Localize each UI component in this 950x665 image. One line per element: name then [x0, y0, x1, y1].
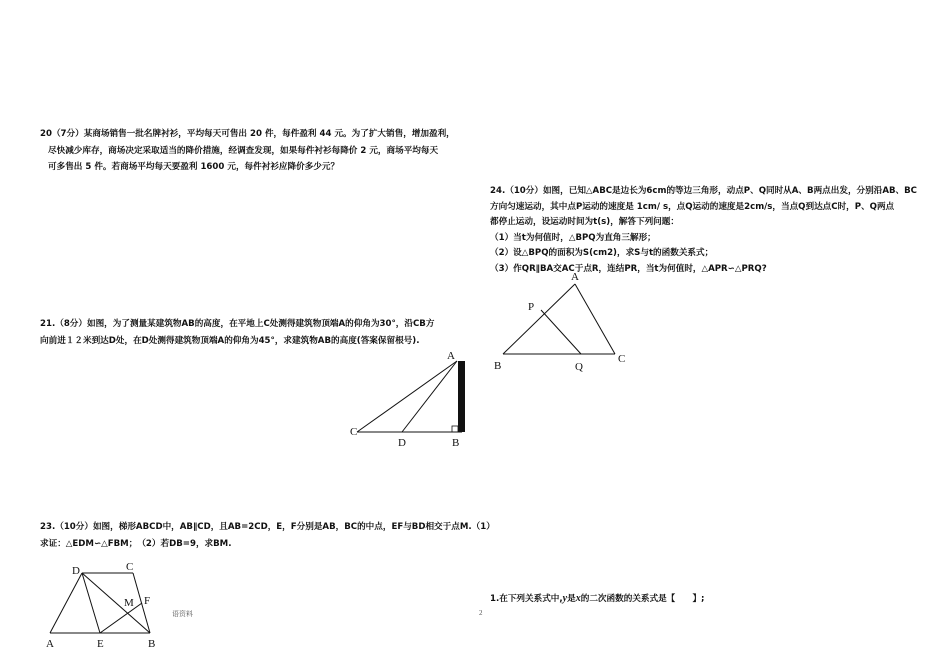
segment-db: [82, 573, 150, 633]
problem-24-line-5: （2）设△BPQ的面积为S(cm2)，求S与t的函数关系式；: [490, 248, 714, 258]
figure-23-trapezoid: [40, 558, 170, 658]
label-b: B: [452, 437, 460, 449]
segment-ad: [50, 573, 82, 633]
problem-20-line-3: 可多售出 5 件。若商场平均每天要盈利 1600 元，每件衬衫应降价多少元？: [48, 162, 340, 172]
problem-24-line-3: 都停止运动，设运动时间为t(s)，解答下列问题：: [490, 217, 679, 227]
label-e: E: [97, 638, 104, 650]
sightline-da: [402, 361, 457, 432]
question-1-suffix: 的二次函数的关系式是【 】;: [580, 594, 705, 604]
label-b: B: [148, 638, 156, 650]
segment-ac: [575, 284, 615, 354]
label-c: C: [126, 561, 134, 573]
problem-24-line-4: （1）当t为何值时，△BPQ为直角三解形；: [490, 232, 656, 243]
label-m: M: [124, 597, 134, 609]
problem-20-line-1: 20（7分）某商场销售一批名牌衬衫，平均每天可售出 20 件，每件盈利 44 元。为了扩大销售，增加盈利，: [40, 129, 455, 139]
label-b: B: [494, 360, 502, 372]
segment-de: [82, 573, 100, 633]
label-c: C: [618, 353, 626, 365]
problem-24-line-1: 24.（10分）如图，已知△ABC是边长为6cm的等边三角形，动点P、Q同时从A、B两点出发，分别沿AB、BC: [490, 186, 917, 196]
label-f: F: [144, 595, 151, 607]
label-p: P: [528, 301, 535, 313]
question-1: [490, 592, 704, 604]
segment-ab: [503, 284, 575, 354]
problem-23: [40, 519, 495, 552]
problem-24: [490, 184, 917, 277]
label-a: A: [447, 350, 455, 362]
label-a: A: [571, 271, 579, 283]
building-ab: [458, 361, 465, 432]
problem-20: [40, 126, 455, 176]
footer-source: 语资料: [172, 610, 193, 618]
problem-21-line-1: 21.（8分）如图，为了测量某建筑物AB的高度，在平地上C处测得建筑物顶端A的仰角为30°，沿CB方: [40, 319, 435, 329]
label-a: A: [46, 638, 54, 650]
page-number: 2: [479, 609, 483, 617]
figure-21-building: [340, 344, 480, 449]
figure-24-triangle: [480, 268, 640, 378]
label-d: D: [72, 565, 80, 577]
problem-24-line-6: （3）作QR∥BA交AC于点R，连结PR，当t为何值时，△APR∽△PRQ?: [490, 263, 767, 274]
problem-21-line-2: 向前进１２米到达D处，在D处测得建筑物顶端A的仰角为45°，求建筑物AB的高度(答案保留根号).: [40, 335, 420, 346]
question-1-prefix: 1.在下列关系式中,: [490, 594, 563, 604]
problem-20-line-2: 尽快减少库存，商场决定采取适当的降价措施，经调查发现，如果每件衬衫每降价 2 元，商场平均每天: [48, 145, 439, 156]
problem-23-line-2: 求证：△EDM∽△FBM； （2）若DB=9，求BM.: [40, 538, 232, 549]
right-angle-mark: [452, 426, 458, 432]
problem-23-line-1: 23.（10分）如图，梯形ABCD中，AB∥CD，且AB=2CD，E，F分别是AB，BC的中点，EF与BD相交于点M.（1）: [40, 522, 495, 532]
variable-y: y: [562, 593, 568, 604]
label-d: D: [398, 437, 406, 449]
variable-x: x: [575, 593, 581, 604]
segment-pq: [541, 310, 581, 354]
label-q: Q: [575, 361, 583, 373]
question-1-mid: 是: [567, 594, 576, 604]
sightline-ca: [357, 361, 457, 432]
label-c: C: [350, 426, 358, 438]
problem-24-line-2: 方向匀速运动，其中点P运动的速度是 1cm/ s，点Q运动的速度是2cm/s，当点Q到达点C时，P、Q两点: [490, 201, 895, 212]
